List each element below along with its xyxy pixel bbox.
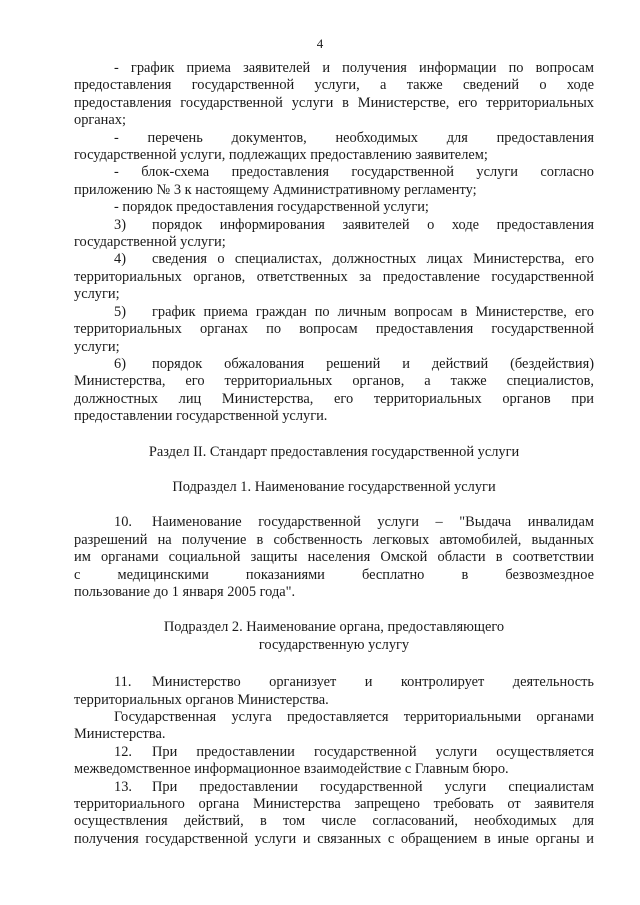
text-line: порядок обжалования решений и действий (бездействия): [152, 355, 594, 372]
text-line: порядок информирования заявителей о ходе предоставления: [152, 216, 594, 233]
text-line: предоставления государственной услуги, а также сведений о ходе: [74, 77, 594, 94]
text-line: территориальных органах по вопросам предоставления государственной: [74, 321, 594, 338]
text-line: получения государственной услуги и связанных с обращением в иные органы и: [74, 830, 594, 847]
text-line: органах;: [74, 112, 126, 129]
paragraph-number: 11.: [114, 674, 132, 691]
text-line: Государственная услуга предоставляется территориальными органами: [114, 709, 594, 725]
text-line: Министерства.: [74, 726, 166, 743]
text-line: предоставлении государственной услуги.: [74, 408, 328, 425]
text-line: территориальных органов, ответственных за предоставление государственной: [74, 268, 594, 285]
item-number: 3): [114, 216, 126, 233]
page-number: 4: [316, 36, 324, 51]
item-number: 5): [114, 303, 126, 320]
paragraph-11: [74, 674, 594, 709]
subsection-heading-1: Подраздел 1. Наименование государственной услуги: [172, 478, 496, 495]
text-line: услуги;: [74, 286, 120, 303]
text-line: Наименование государственной услуги – "Выдача инвалидам: [152, 514, 594, 531]
heading-line: Подраздел 2. Наименование органа, предоставляющего: [163, 619, 505, 636]
section-heading: Раздел II. Стандарт предоставления государственной услуги: [148, 443, 520, 460]
item-6: [74, 356, 594, 426]
text-line: межведомственное информационное взаимодействие с Главным бюро.: [74, 761, 509, 778]
text-line: сведения о специалистах, должностных лицах Министерства, его: [152, 251, 594, 268]
text-line: приложению № 3 к настоящему Административному регламенту;: [74, 181, 477, 198]
paragraph-13: [74, 779, 594, 849]
text-line: При предоставлении государственной услуги специалистам: [152, 778, 594, 795]
document-body: [74, 60, 594, 848]
text-line: пользование до 1 января 2005 года".: [74, 583, 296, 600]
text-line: предоставления государственной услуги в Министерстве, его территориальных: [74, 94, 594, 111]
text-line: с медицинскими показаниями бесплатно в безвозмездное: [74, 566, 594, 583]
text-line: Министерство организует и контролирует деятельность: [152, 674, 594, 691]
paragraph-number: 13.: [114, 778, 132, 795]
text-line: услуги;: [74, 338, 120, 355]
bullet-flowchart: [74, 164, 594, 199]
text-line: государственной услуги;: [74, 234, 226, 251]
heading-line: государственную услугу: [258, 636, 410, 653]
item-number: 4): [114, 251, 126, 268]
text-line: - перечень документов, необходимых для предоставления: [114, 129, 594, 146]
paragraph-10: [74, 514, 594, 601]
paragraph-number: 12.: [114, 743, 132, 760]
text-line: разрешений на получение в собственность легковых автомобилей, выданных: [74, 531, 594, 548]
item-5: [74, 304, 594, 356]
text-line: осуществления действий, в том числе согласований, необходимых для: [74, 813, 594, 830]
text-line: - блок-схема предоставления государственной услуги согласно: [114, 164, 594, 181]
subsection-heading-2: [74, 619, 594, 654]
text-line: график приема граждан по личным вопросам в Министерстве, его: [152, 303, 594, 320]
item-4: [74, 251, 594, 303]
text-line: - график приема заявителей и получения информации по вопросам: [114, 60, 594, 76]
text-line: государственной услуги, подлежащих предоставлению заявителем;: [74, 147, 488, 164]
paragraph-12: [74, 744, 594, 779]
bullet-procedure: - порядок предоставления государственной услуги;: [114, 199, 429, 216]
text-line: должностных лиц Министерства, его территориальных органов при: [74, 390, 594, 407]
item-3: [74, 217, 594, 252]
bullet-document-list: [74, 130, 594, 165]
paragraph-number: 10.: [114, 514, 132, 531]
bullet-reception-schedule: [74, 60, 594, 130]
paragraph-11-continued: [74, 709, 594, 744]
text-line: территориального органа Министерства запрещено требовать от заявителя: [74, 796, 594, 813]
text-line: им органами социальной защиты населения Омской области в соответствии: [74, 549, 594, 566]
text-line: При предоставлении государственной услуги осуществляется: [152, 743, 594, 760]
text-line: территориальных органов Министерства.: [74, 691, 329, 708]
item-number: 6): [114, 355, 126, 372]
text-line: Министерства, его территориальных органов, а также специалистов,: [74, 373, 594, 390]
